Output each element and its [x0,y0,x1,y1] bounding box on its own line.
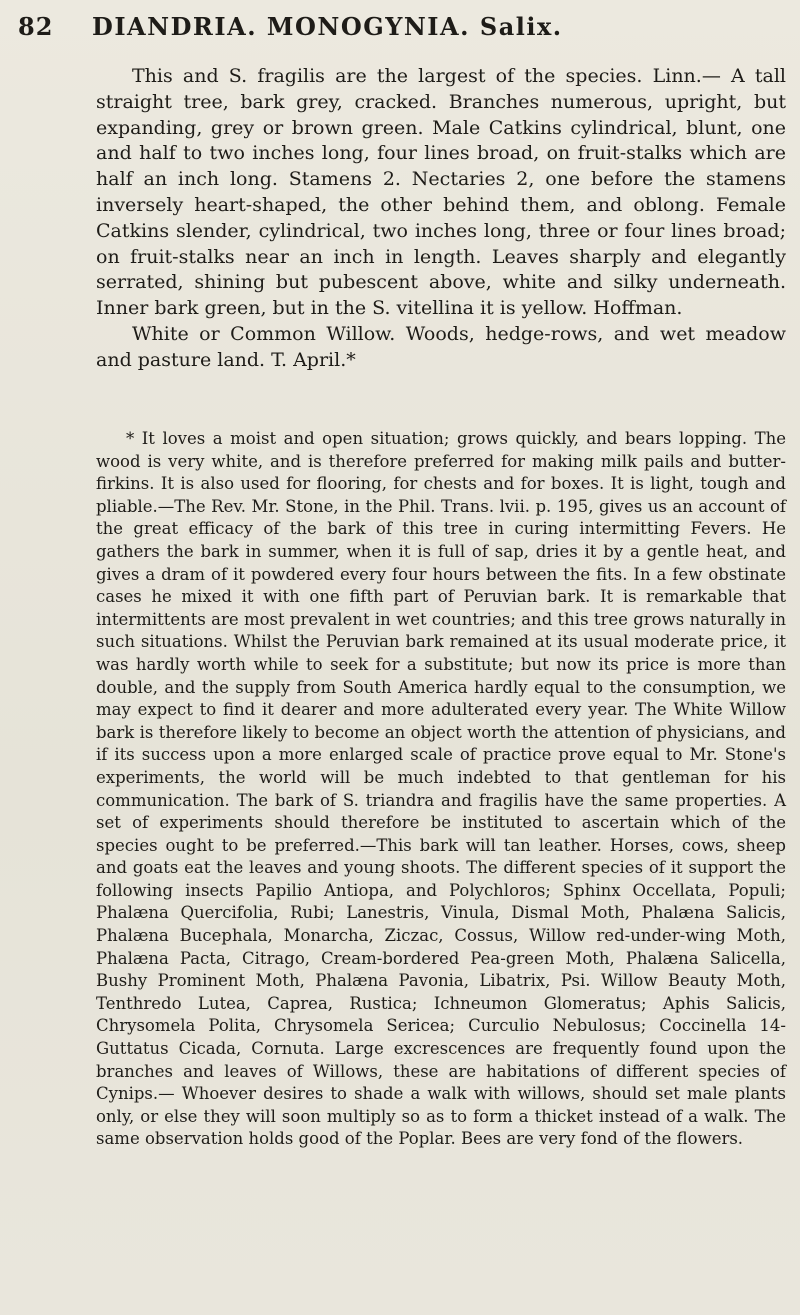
species-common-name-habitat: White or Common Willow. Woods, hedge-rows, and wet meadow and pasture land. T. April.* [96,322,786,371]
species-description: This and S. fragilis are the largest of the species. Linn.— A tall straight tree, bark grey, cracked. Branches numerous, upright, but expanding, grey or brown green. Male Catkins cylindrical, blunt, one and half to two inches long, four lines broad, on fruit-stalks which are half an inch long. Stamens 2. Nectaries 2, one before the stamens inversely heart-shaped, the other behind them, and oblong. Female Catkins slender, cylindrical, two inches long, three or four lines broad; on fruit-stalks near an inch in length. Leaves sharply and elegantly serrated, shining but pubescent above, white and silky underneath. Inner bark green, but in the S. vitellina it is yellow. Hoffman. [96,65,786,320]
main-text [96,64,786,374]
page-number: 82 [18,12,54,41]
footnote-text: * It loves a moist and open situation; grows quickly, and bears lopping. The wood is very white, and is therefore preferred for making milk pails and butter-firkins. It is also used for flooring, for chests and for boxes. It is light, tough and pliable.—The Rev. Mr. Stone, in the Phil. Trans. lvii. p. 195, gives us an account of the great efficacy of the bark of this tree in curing intermitting Fevers. He gathers the bark in summer, when it is full of sap, dries it by a gentle heat, and gives a dram of it powdered every four hours between the fits. In a few obstinate cases he mixed it with one fifth part of Peruvian bark. It is remarkable that intermittents are most prevalent in wet countries; and this tree grows naturally in such situations. Whilst the Peruvian bark remained at its usual moderate price, it was hardly worth while to seek for a substitute; but now its price is more than double, and the supply from South America hardly equal to the consumption, we may expect to find it dearer and more adulterated every year. The White Willow bark is therefore likely to become an object worth the attention of physicians, and if its success upon a more enlarged scale of practice prove equal to Mr. Stone's experiments, the world will be much indebted to that gentleman for his communication. The bark of S. triandra and fragilis have the same properties. A set of experiments should therefore be instituted to ascertain which of the species ought to be preferred.—This bark will tan leather. Horses, cows, sheep and goats eat the leaves and young shoots. The different species of it support the following insects Papilio Antiopa, and Polychloros; Sphinx Occellata, Populi; Phalæna Quercifolia, Rubi; Lanestris, Vinula, Dismal Moth, Phalæna Salicis, Phalæna Bucephala, Monarcha, Ziczac, Cossus, Willow red-under-wing Moth, Phalæna Pacta, Citrago, Cream-bordered Pea-green Moth, Phalæna Salicella, Bushy Prominent Moth, Phalæna Pavonia, Libatrix, Psi. Willow Beauty Moth, Tenthredo Lutea, Caprea, Rustica; Ichneumon Glomeratus; Aphis Salicis, Chrysomela Polita, Chrysomela Sericea; Curculio Nebulosus; Coccinella 14-Guttatus Cicada, Cornuta. Large excrescences are frequently found upon the branches and leaves of Willows, these are habitations of different species of Cynips.— Whoever desires to shade a walk with willows, should set male plants only, or else they will soon multiply so as to form a thicket instead of a walk. The same observation holds good of the Poplar. Bees are very fond of the flowers. [96,429,786,1149]
footnote [96,428,786,1151]
running-head: DIANDRIA. MONOGYNIA. Salix. [92,12,563,41]
